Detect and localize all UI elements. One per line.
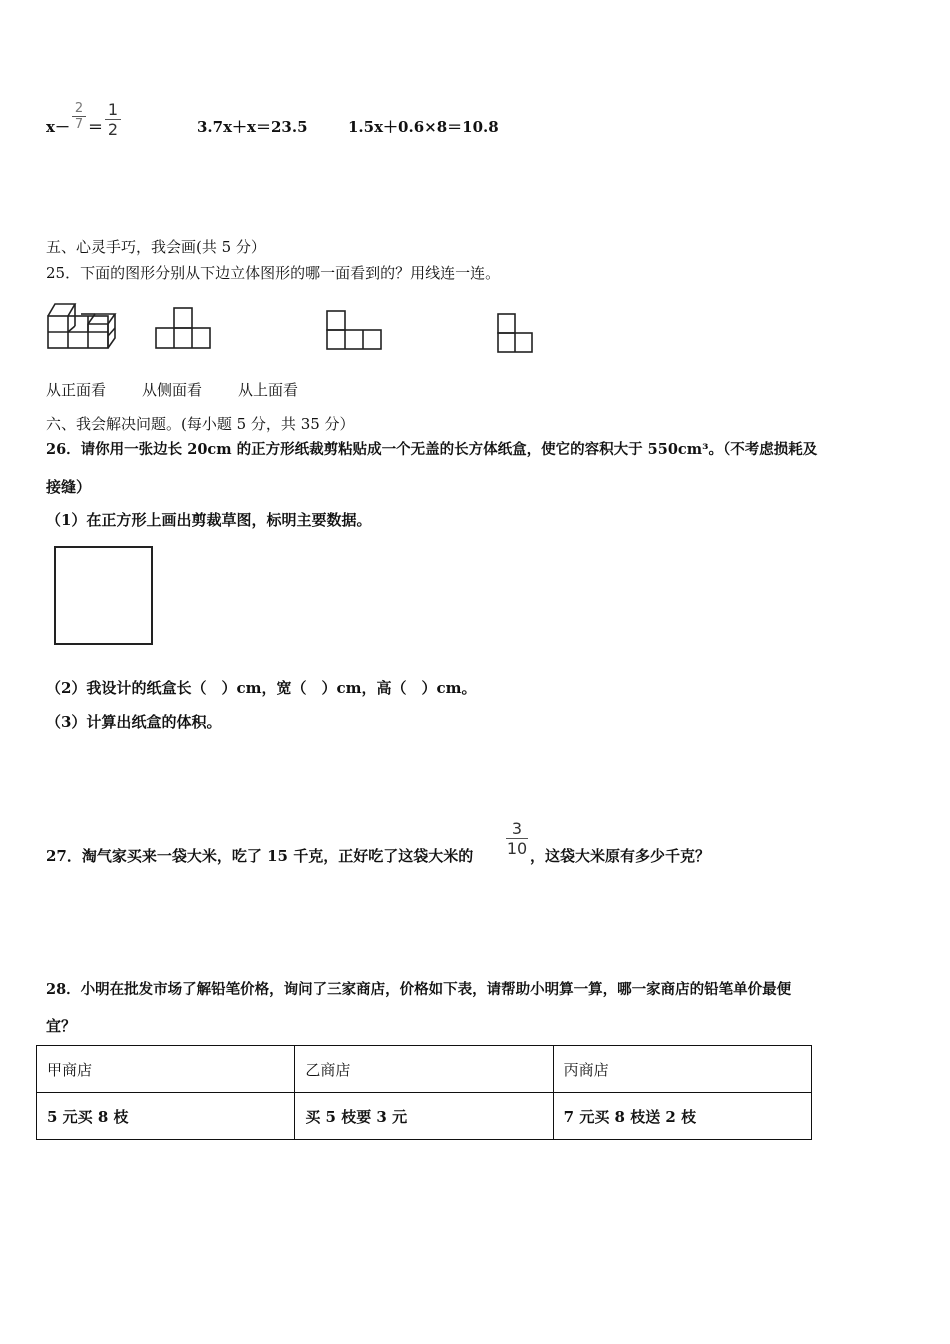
table-header-cell: 乙商店 bbox=[295, 1046, 553, 1093]
question-28-line2: 宜？ bbox=[46, 1017, 77, 1035]
question-28-line1: 28．小明在批发市场了解铅笔价格，询问了三家商店，价格如下表，请帮助小明算一算，哪一家商店的铅笔单价最便 bbox=[46, 981, 792, 998]
table-header-row bbox=[37, 1046, 812, 1093]
view-shape-1 bbox=[155, 306, 211, 350]
section-5-heading: 五、心灵手巧，我会画(共 5 分） bbox=[46, 238, 266, 256]
question-27-text-end: ，这袋大米原有多少千克？ bbox=[530, 847, 711, 865]
equation-2: 3.7x＋x＝23.5 bbox=[197, 118, 308, 136]
question-26-part1: （1）在正方形上画出剪裁草图，标明主要数据。 bbox=[46, 511, 372, 529]
fraction-denominator: 7 bbox=[74, 117, 84, 132]
fraction-numerator: 1 bbox=[107, 100, 119, 119]
equation-3: 1.5x＋0.6×8＝10.8 bbox=[348, 118, 499, 136]
question-26-line1: 26．请你用一张边长 20cm 的正方形纸裁剪粘贴成一个无盖的长方体纸盒，使它的容积大于 550cm³。（不考虑损耗及 bbox=[46, 441, 818, 458]
table-cell: 5 元买 8 枝 bbox=[37, 1093, 295, 1140]
view-shape-3 bbox=[496, 312, 534, 354]
equation-1-fraction bbox=[72, 101, 86, 132]
fraction-numerator: 3 bbox=[511, 819, 523, 838]
table-cell: 7 元买 8 枝送 2 枝 bbox=[553, 1093, 811, 1140]
view-shape-2 bbox=[326, 309, 382, 351]
question-27-fraction bbox=[506, 819, 528, 858]
question-25: 25．下面的图形分别从下边立体图形的哪一面看到的？用线连一连。 bbox=[46, 264, 501, 282]
square-paper-drawing-area[interactable] bbox=[54, 546, 153, 645]
equation-1-lhs: x－ bbox=[46, 118, 70, 136]
table-header-cell: 甲商店 bbox=[37, 1046, 295, 1093]
cube-solid-figure bbox=[46, 300, 120, 352]
table-row bbox=[37, 1093, 812, 1140]
table-header-cell: 丙商店 bbox=[553, 1046, 811, 1093]
view-label-side: 从侧面看 bbox=[142, 381, 203, 399]
section-6-heading: 六、我会解决问题。(每小题 5 分，共 35 分） bbox=[46, 415, 355, 433]
question-26-part3: （3）计算出纸盒的体积。 bbox=[46, 713, 222, 731]
view-label-top: 从上面看 bbox=[238, 381, 299, 399]
equation-1-rhs-fraction bbox=[105, 100, 121, 139]
fraction-denominator: 2 bbox=[107, 120, 119, 139]
price-table bbox=[36, 1045, 812, 1140]
question-27-text: 27．淘气家买来一袋大米，吃了 15 千克，正好吃了这袋大米的 bbox=[46, 847, 474, 865]
equation-1-equals: ＝ bbox=[88, 118, 104, 136]
table-cell: 买 5 枝要 3 元 bbox=[295, 1093, 553, 1140]
fraction-denominator: 10 bbox=[506, 839, 528, 858]
fraction-numerator: 2 bbox=[74, 101, 84, 116]
view-label-front: 从正面看 bbox=[46, 381, 107, 399]
question-26-line2: 接缝） bbox=[46, 478, 92, 496]
question-26-part2: （2）我设计的纸盒长（ ）cm，宽（ ）cm，高（ ）cm。 bbox=[46, 679, 477, 697]
